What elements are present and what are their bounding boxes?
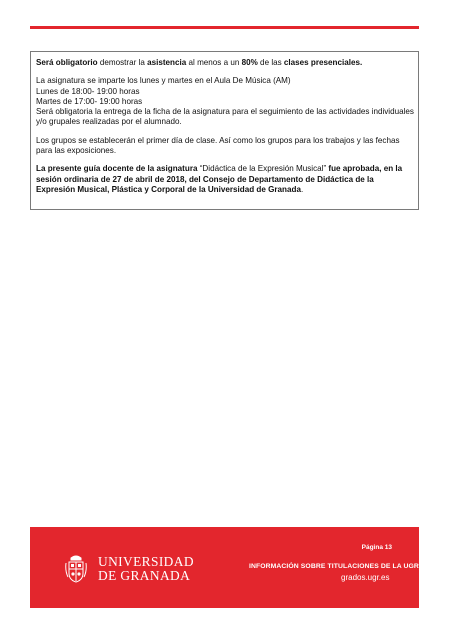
notes-box xyxy=(30,51,419,210)
attendance-text-3: de las xyxy=(257,58,284,67)
attendance-bold-2: asistencia xyxy=(147,58,187,67)
footer-url-link[interactable]: grados.ugr.es xyxy=(341,573,390,582)
university-wordmark xyxy=(98,555,194,583)
attendance-text-2: al menos a un xyxy=(186,58,242,67)
attendance-bold-3: 80% xyxy=(241,58,258,67)
schedule-line-1: La asignatura se imparte los lunes y martes en el Aula De Música (AM) xyxy=(36,76,291,86)
university-name-line-1: UNIVERSIDAD xyxy=(98,554,194,569)
page-footer xyxy=(30,527,419,608)
university-name-line-2: DE GRANADA xyxy=(98,568,191,583)
page-number: Página 13 xyxy=(361,544,392,551)
header-rule xyxy=(30,26,419,29)
footer-info-title: INFORMACIÓN SOBRE TITULACIONES DE LA UGR xyxy=(249,563,419,570)
schedule-line-3: Martes de 17:00- 19:00 horas xyxy=(36,96,143,106)
approval-bold-1: La presente guía docente de la asignatura xyxy=(36,164,200,174)
approval-end: . xyxy=(300,184,304,194)
groups-paragraph: Los grupos se establecerán el primer día de clase. Así como los grupos para los trabajos y las fechas para las exposiciones. xyxy=(36,135,400,156)
approval-course-name: “Didáctica de la Expresión Musical” xyxy=(199,164,327,174)
university-crest-icon xyxy=(65,553,87,583)
schedule-line-4: Será obligatoria la entrega de la ficha de la asignatura para el seguimiento de las actividades individuales y/o grupales realizadas por el alumnado. xyxy=(36,107,414,127)
attendance-paragraph xyxy=(36,58,414,68)
attendance-bold-4: clases presenciales. xyxy=(283,58,363,67)
approval-bold-2: fue aprobada, en la sesión ordinaria de 27 de abril de 2018, del Consejo de Departamento de Didáctica de la Expresión Musical, Plástica y Corporal de la Universidad de Granada xyxy=(36,164,403,194)
schedule-line-2: Lunes de 18:00- 19:00 horas xyxy=(36,86,140,96)
attendance-bold-1: Será obligatorio xyxy=(36,58,98,67)
approval-paragraph xyxy=(36,164,414,195)
attendance-text-1: demostrar la xyxy=(97,58,148,67)
